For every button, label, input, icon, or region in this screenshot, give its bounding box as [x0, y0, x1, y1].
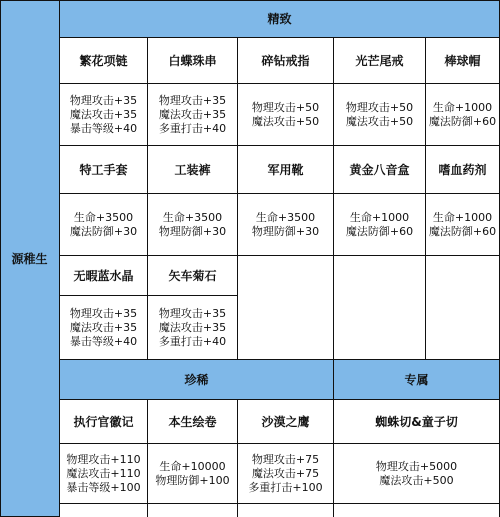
- stat-line: 魔法防御+60: [428, 114, 497, 128]
- item-stats: [334, 84, 426, 146]
- stat-line: 生命+1000: [432, 210, 493, 224]
- stat-line: 物理攻击+35: [158, 93, 227, 107]
- stat-line: 多重打击+100: [248, 480, 323, 494]
- stat-line: 暴击等级+100: [66, 480, 141, 494]
- header-jingzhi: [60, 0, 500, 38]
- empty-cell: [426, 256, 500, 360]
- stat-line: 魔法防御+60: [345, 224, 414, 238]
- stat-line: 生命+3500: [73, 210, 134, 224]
- item-name-text: 沙漠之鹰: [261, 415, 310, 429]
- stat-line: 生命+1000: [349, 210, 410, 224]
- stat-line: 魔法防御+30: [69, 224, 138, 238]
- item-name: [60, 146, 148, 194]
- empty-cell: [148, 504, 238, 517]
- stat-line: 多重打击+40: [158, 334, 227, 348]
- item-name-text: 本生绘卷: [168, 415, 217, 429]
- item-name-text: 繁花项链: [79, 54, 128, 68]
- item-name: [426, 146, 500, 194]
- character-name-cell: [0, 0, 60, 517]
- item-name-text: 光芒尾戒: [355, 54, 404, 68]
- item-name-text: 黄金八音盒: [349, 163, 410, 177]
- header-jingzhi-label: 精致: [267, 12, 292, 26]
- item-stats: [334, 444, 500, 504]
- empty-cell: [238, 256, 334, 360]
- stat-line: 暴击等级+40: [69, 334, 138, 348]
- stat-line: 多重打击+40: [158, 121, 227, 135]
- item-stats: [60, 296, 148, 360]
- item-name: [334, 38, 426, 84]
- item-name-text: 蜘蛛切&童子切: [375, 415, 458, 429]
- item-name: [148, 146, 238, 194]
- empty-cell: [238, 504, 334, 517]
- empty-cell: [334, 256, 426, 360]
- item-stats: [60, 194, 148, 256]
- stat-line: 物理攻击+35: [158, 306, 227, 320]
- item-name-text: 嗜血药剂: [438, 163, 487, 177]
- stat-line: 生命+3500: [162, 210, 223, 224]
- stat-line: 物理攻击+5000: [375, 459, 458, 473]
- header-xiyou-label: 珍稀: [184, 373, 209, 387]
- stat-line: 物理防御+30: [251, 224, 320, 238]
- item-name: [60, 400, 148, 444]
- stat-line: 生命+10000: [159, 459, 226, 473]
- header-zhuanshu: [334, 360, 500, 400]
- item-stats: [238, 194, 334, 256]
- item-stats: [148, 296, 238, 360]
- item-name: [334, 146, 426, 194]
- item-stats: [148, 194, 238, 256]
- stat-line: 物理防御+100: [155, 473, 230, 487]
- item-stats: [148, 444, 238, 504]
- item-name-text: 执行官徽记: [73, 415, 134, 429]
- item-name: [238, 400, 334, 444]
- item-stats: [334, 194, 426, 256]
- item-name: [148, 38, 238, 84]
- item-name: [334, 400, 500, 444]
- empty-cell: [334, 504, 500, 517]
- item-name-text: 军用靴: [267, 163, 304, 177]
- item-name-text: 特工手套: [79, 163, 128, 177]
- stat-line: 魔法攻击+35: [69, 320, 138, 334]
- item-name-text: 碎钻戒指: [261, 54, 310, 68]
- item-name: [60, 38, 148, 84]
- character-name: 源稚生: [11, 251, 48, 266]
- stat-line: 物理攻击+50: [251, 100, 320, 114]
- stat-line: 魔法攻击+35: [158, 320, 227, 334]
- item-name-text: 棒球帽: [444, 54, 481, 68]
- item-stats: [238, 444, 334, 504]
- stat-line: 生命+1000: [432, 100, 493, 114]
- stat-line: 物理攻击+110: [66, 452, 141, 466]
- item-name-text: 白蝶珠串: [168, 54, 217, 68]
- empty-cell: [60, 504, 148, 517]
- stat-line: 暴击等级+40: [69, 121, 138, 135]
- item-name: [238, 146, 334, 194]
- item-stats: [426, 194, 500, 256]
- item-name: [60, 256, 148, 296]
- stat-line: 魔法攻击+500: [379, 473, 454, 487]
- stat-line: 物理防御+30: [158, 224, 227, 238]
- header-xiyou: [60, 360, 334, 400]
- stat-line: 魔法防御+60: [428, 224, 497, 238]
- stat-line: 魔法攻击+110: [66, 466, 141, 480]
- item-stats: [60, 84, 148, 146]
- item-name: [238, 38, 334, 84]
- item-name-text: 工装裤: [174, 163, 211, 177]
- stat-line: 物理攻击+35: [69, 93, 138, 107]
- item-stats: [238, 84, 334, 146]
- stat-line: 魔法攻击+35: [69, 107, 138, 121]
- stat-line: 物理攻击+50: [345, 100, 414, 114]
- item-stats: [60, 444, 148, 504]
- item-stats: [426, 84, 500, 146]
- item-name: [426, 38, 500, 84]
- stat-line: 魔法攻击+50: [251, 114, 320, 128]
- stat-line: 魔法攻击+50: [345, 114, 414, 128]
- item-name-text: 无暇蓝水晶: [73, 269, 134, 283]
- item-name: [148, 256, 238, 296]
- item-stats: [148, 84, 238, 146]
- stat-line: 生命+3500: [255, 210, 316, 224]
- item-name-text: 矢车菊石: [168, 269, 217, 283]
- stat-line: 魔法攻击+35: [158, 107, 227, 121]
- stat-line: 物理攻击+75: [251, 452, 320, 466]
- stat-line: 魔法攻击+75: [251, 466, 320, 480]
- item-name: [148, 400, 238, 444]
- stat-line: 物理攻击+35: [69, 306, 138, 320]
- header-zhuanshu-label: 专属: [404, 373, 429, 387]
